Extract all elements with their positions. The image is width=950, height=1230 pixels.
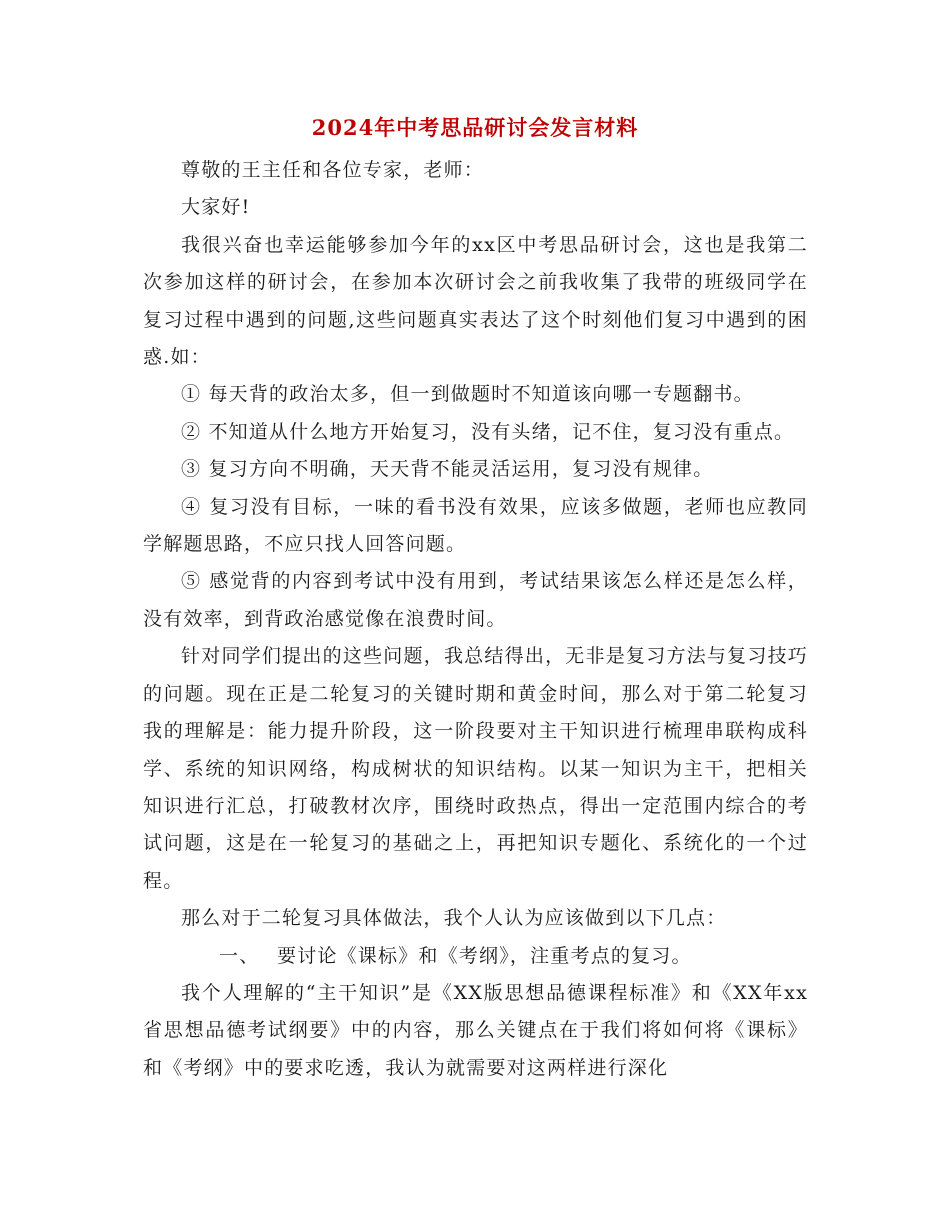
section-heading-one: [143, 938, 808, 975]
section-number: 一、: [219, 944, 260, 967]
document-body: [143, 152, 808, 1087]
problem-item-5: ⑤ 感觉背的内容到考试中没有用到，考试结果该怎么样还是怎么样，没有效率，到背政治感觉像在浪费时间。: [143, 570, 808, 630]
transition-paragraph: 那么对于二轮复习具体做法，我个人认为应该做到以下几点：: [181, 907, 727, 930]
intro-paragraph: 我很兴奋也幸运能够参加今年的xx区中考思品研讨会，这也是我第二次参加这样的研讨会，在参加本次研讨会之前我收集了我带的班级同学在复习过程中遇到的问题,这些问题真实表达了这个时刻他们复习中遇到的困惑.如：: [143, 233, 808, 369]
section-heading-text: 要讨论《课标》和《考纲》，注重考点的复习。: [277, 944, 692, 967]
problem-item-4: ④ 复习没有目标，一味的看书没有效果，应该多做题，老师也应教同学解题思路，不应只找人回答问题。: [143, 495, 808, 556]
closing-paragraph: 我个人理解的“主干知识”是《XX版思想品德课程标准》和《XX年xx省思想品德考试纲要》中的内容，那么关键点在于我们将如何将《课标》和《考纲》中的要求吃透，我认为就需要对这两样进行深化: [143, 981, 808, 1079]
salutation: 尊敬的王主任和各位专家，老师：: [181, 159, 485, 181]
problem-item-2: ② 不知道从什么地方开始复习，没有头绪，记不住，复习没有重点。: [181, 420, 795, 443]
problem-item-3: ③ 复习方向不明确，天天背不能灵活运用，复习没有规律。: [181, 458, 714, 481]
document-title: 2024年中考思品研讨会发言材料: [311, 115, 639, 140]
analysis-paragraph: 针对同学们提出的这些问题，我总结得出，无非是复习方法与复习技巧的问题。现在正是二轮复习的关键时期和黄金时间，那么对于第二轮复习我的理解是：能力提升阶段，这一阶段要对主干知识进行梳理串联构成科学、系统的知识网络，构成树状的知识结构。以某一知识为主干，把相关知识进行汇总，打破教材次序，围绕时政热点，得出一定范围内综合的考试问题，这是在一轮复习的基础之上，再把知识专题化、系统化的一个过程。: [143, 645, 808, 892]
greeting: 大家好!: [181, 196, 251, 219]
problem-item-1: ① 每天背的政治太多，但一到做题时不知道该向哪一专题翻书。: [181, 383, 754, 406]
